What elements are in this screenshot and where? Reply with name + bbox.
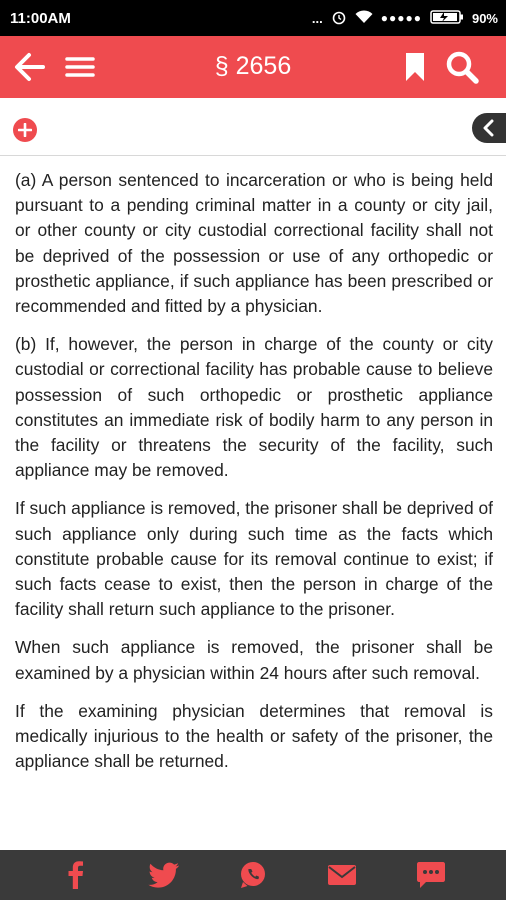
arrow-left-icon — [13, 52, 47, 82]
more-indicator: ... — [311, 10, 323, 26]
statute-text — [15, 168, 493, 850]
battery-icon — [430, 10, 464, 27]
share-email-button[interactable] — [320, 853, 364, 897]
status-indicators — [312, 9, 498, 28]
search-icon — [445, 50, 479, 84]
share-bar — [0, 850, 506, 900]
share-facebook-button[interactable] — [53, 853, 97, 897]
sub-toolbar — [0, 98, 506, 156]
twitter-icon — [148, 862, 180, 888]
share-twitter-button[interactable] — [142, 853, 186, 897]
plus-icon — [18, 123, 32, 137]
search-button[interactable] — [442, 47, 482, 87]
add-button[interactable] — [13, 118, 37, 142]
status-bar — [0, 0, 506, 36]
menu-button[interactable] — [60, 47, 100, 87]
alarm-icon — [331, 9, 347, 28]
share-message-button[interactable] — [409, 853, 453, 897]
whatsapp-icon — [238, 860, 268, 890]
paragraph: When such appliance is removed, the prisoner shall be examined by a physician within 24 hours after such removal. — [15, 637, 493, 683]
chevron-left-icon — [482, 119, 496, 137]
app-bar — [0, 36, 506, 98]
paragraph: If such appliance is removed, the prisoner shall be deprived of such appliance only during such time as the facts which constitute probable cause for its removal continue to exist; if such facts cease to exist, then the person in charge of the facility shall return such appliance to the prisoner. — [15, 498, 493, 620]
facebook-icon — [65, 860, 85, 890]
message-icon — [416, 861, 446, 889]
side-panel-toggle[interactable] — [472, 113, 506, 143]
bookmark-button[interactable] — [395, 47, 435, 87]
page-title: § 2656 — [214, 52, 292, 80]
back-button[interactable] — [10, 47, 50, 87]
status-time: 11:00AM — [10, 9, 71, 27]
signal-icon: ●●●●● — [380, 11, 422, 25]
hamburger-icon — [64, 54, 96, 80]
wifi-icon — [355, 10, 373, 27]
paragraph: If the examining physician determines that removal is medically injurious to the health or safety of the prisoner, the appliance shall be returned. — [15, 700, 493, 772]
paragraph: (a) A person sentenced to incarceration or who is being held pursuant to a pending criminal matter in a county or city jail, or other county or city custodial correctional facility shall not be deprived of the possession or use of any orthopedic or prosthetic appliance, if such appliance has been prescribed or recommended and fitted by a physician. — [15, 170, 493, 317]
email-icon — [327, 864, 357, 886]
paragraph: (b) If, however, the person in charge of the county or city custodial or correctional facility has probable cause to believe possession of such orthopedic or prosthetic appliance constitutes an immediate risk of bodily harm to any person in the facility or threatens the security of the facility, such appliance may be removed. — [15, 334, 493, 481]
share-whatsapp-button[interactable] — [231, 853, 275, 897]
bookmark-icon — [404, 51, 426, 83]
battery-percent: 90% — [471, 10, 498, 26]
